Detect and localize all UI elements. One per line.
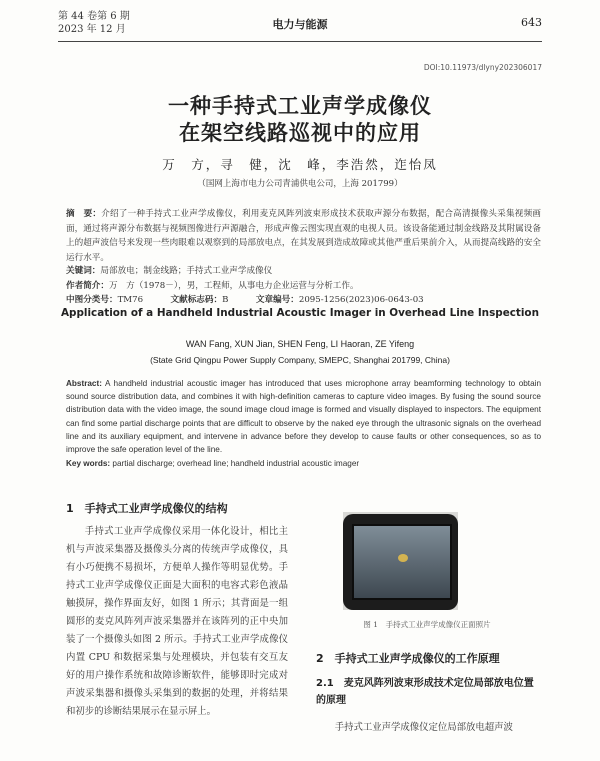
section2-1-paragraph: 手持式工业声学成像仪定位局部放电超声波	[334, 722, 513, 733]
abstract-en-label: Abstract:	[66, 379, 102, 388]
keywords-cn-label: 关键词：	[66, 266, 101, 276]
figure1-caption: 图 1 手持式工业声学成像仪正面照片	[363, 620, 491, 629]
figure1-sound-cloud	[398, 554, 408, 562]
author-intro	[66, 279, 359, 291]
abstract-cn	[66, 207, 541, 265]
author-intro-text: 万 方（1978－），男，工程师，从事电力企业运营与分析工作。	[108, 281, 359, 291]
section2-1-heading: 2.1 麦克风阵列波束形成技术定位局部放电位置的原理	[316, 678, 534, 706]
figure1-screen-image	[354, 526, 450, 598]
title-cn-line2: 在架空线路巡视中的应用	[179, 120, 421, 145]
article-meta	[66, 293, 424, 305]
header-date: 2023 年 12 月	[58, 24, 126, 35]
keywords-en-label: Key words:	[66, 459, 111, 468]
clc-label: 中图分类号：	[66, 295, 118, 305]
section1-heading: 1 手持式工业声学成像仪的结构	[66, 502, 228, 515]
title-en: Application of a Handheld Industrial Acoustic Imager in Overhead Line Inspection	[61, 307, 539, 319]
article-id: 2095-1256(2023)06-0643-03	[298, 295, 424, 305]
header-page-number: 643	[521, 16, 542, 29]
doc-code-label: 文献标志码：	[170, 295, 223, 305]
abstract-cn-label: 摘 要：	[66, 209, 102, 219]
section1-paragraph: 手持式工业声学成像仪采用一体化设计，相比主机与声波采集器及摄像头分离的传统声学成像仪，具有小巧便携不易损坏，方便单人操作等明显优势。手持式工业声学成像仪正面是大面积的电容式彩色液晶触摸屏，操作界面友好，如图 1 所示；其背面是一组圆形的麦克风阵列声波采集器并在该阵列的正中央加装了一个摄像头如图 2 所示。手持式工业声学成像仪内置 CPU 和数据采集与处理模块，并包装有交互友好的用户操作系统和故障诊断软件，能够即时完成对声波采集器和摄像头采集到的数据的处理，并将结果和初步的诊断结果展示在显示屏上。	[66, 526, 288, 717]
doi[interactable]: DOI:10.11973/dlyny202306017	[423, 63, 542, 72]
author-intro-label: 作者简介：	[66, 281, 109, 291]
authors-cn: 万 方，寻 健，沈 峰，李浩然，迮怡凤	[162, 157, 438, 172]
affiliation-en: (State Grid Qingpu Power Supply Company, SMEPC, Shanghai 201799, China)	[150, 355, 450, 365]
abstract-en-text: A handheld industrial acoustic imager has introduced that uses microphone array beamforming technology to obtain sound source distribution data, and combines it with high-definition cameras to capture video images. By fusing the sound source distribution data with the video image, the sound image cloud image is formed and visually displayed to inspectors. The equipment can find some partial discharge points that are difficult to observe by the naked eye through the ultrasonic signals on the overhead line and its auxiliary equipment, and intervene in advance before they develop to cause faults or other consequences, so as to improve the safe operation level of the line.	[66, 379, 541, 455]
header-volume: 第 44 卷第 6 期	[58, 11, 130, 22]
abstract-en	[66, 377, 541, 456]
figure1-device-screen	[352, 524, 452, 600]
keywords-en-text: partial discharge; overhead line; handheld industrial acoustic imager	[112, 459, 360, 468]
keywords-cn	[66, 264, 272, 276]
authors-en: WAN Fang, XUN Jian, SHEN Feng, LI Haoran, ZE Yifeng	[185, 339, 415, 349]
keywords-en	[66, 459, 541, 468]
abstract-cn-text: 介绍了一种手持式工业声学成像仪，利用麦克风阵列波束形成技术获取声源分布数据，配合高清摄像头采集视频画面，通过将声源分布数据与视频图像进行声源融合，形成声像云图实现直观的电视人员。该设备能通过制金线路及其附属设备上的超声波信号来发现一些肉眼难以观察到的局部放电点，在其发展到造成故障或其他严重后果前介入，从而提高线路的安全运行水平。	[66, 209, 541, 263]
section2-heading: 2 手持式工业声学成像仪的工作原理	[316, 652, 500, 665]
doc-code: B	[222, 295, 229, 305]
header-divider	[58, 41, 542, 42]
keywords-cn-text: 局部放电；制金线路；手持式工业声学成像仪	[100, 266, 273, 276]
title-cn-line1: 一种手持式工业声学成像仪	[168, 93, 432, 118]
header-journal: 电力与能源	[272, 18, 328, 31]
article-id-label: 文章编号：	[255, 295, 299, 305]
clc-number: TM76	[117, 295, 144, 305]
affiliation-cn: （国网上海市电力公司青浦供电公司，上海 201799）	[197, 179, 403, 189]
